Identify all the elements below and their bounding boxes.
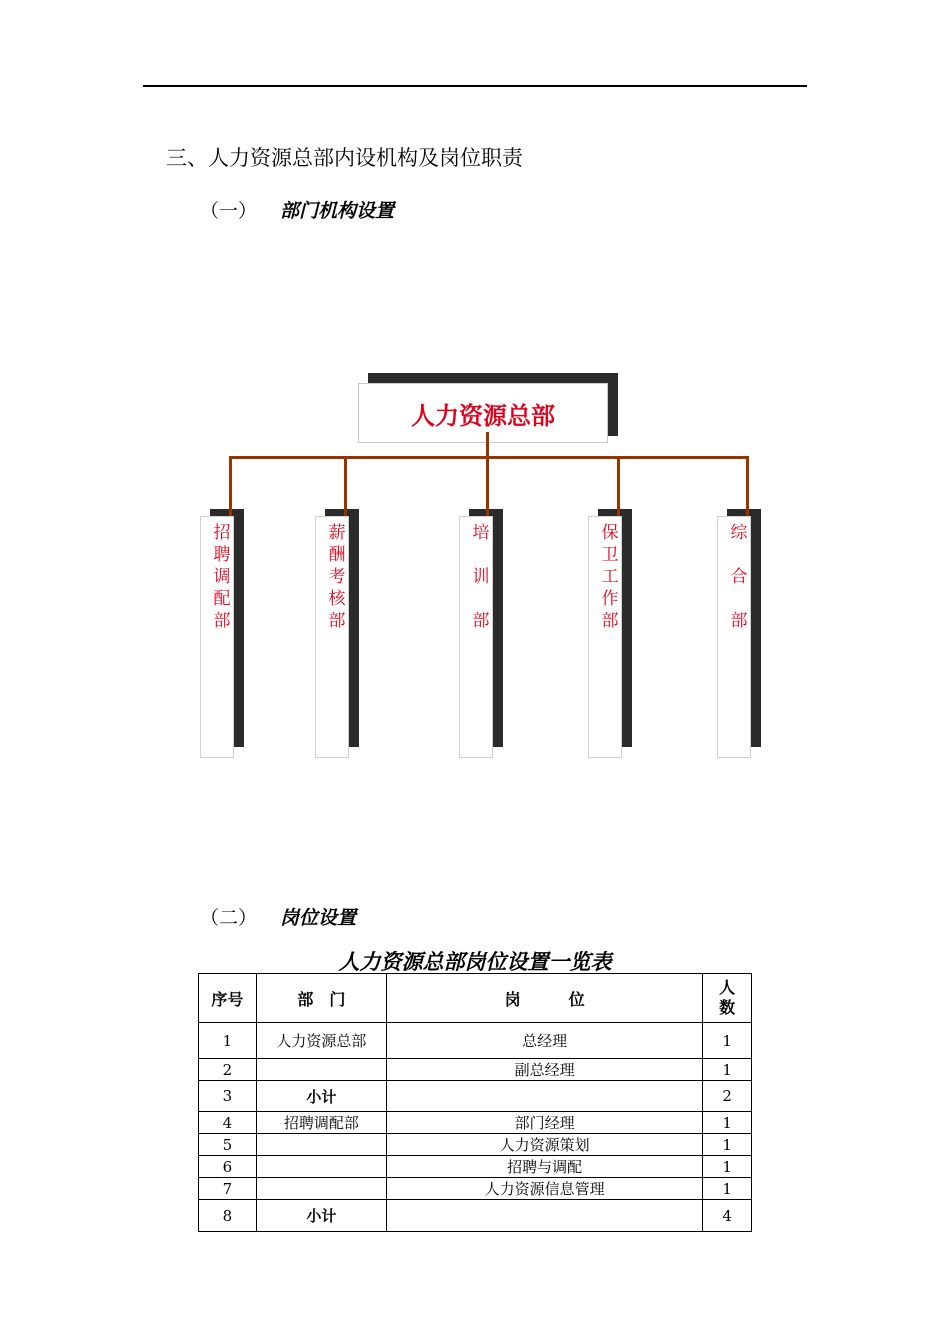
org-dept-char: 核 xyxy=(328,589,346,609)
subsection-number: （一） xyxy=(200,200,258,222)
cell-dept xyxy=(256,1134,386,1156)
org-dept-char: 工 xyxy=(601,567,619,587)
org-dept-char: 调 xyxy=(213,567,231,587)
cell-dept xyxy=(256,1178,386,1200)
connector-drop xyxy=(486,456,489,516)
connector-drop xyxy=(746,456,749,516)
table-row xyxy=(199,1178,752,1200)
header-count xyxy=(703,974,752,1023)
subsection-org xyxy=(200,196,394,223)
cell-no: 3 xyxy=(199,1081,257,1112)
cell-dept xyxy=(256,1059,386,1081)
header-post: 岗 位 xyxy=(387,974,703,1023)
org-top-node: 人力资源总部 xyxy=(358,383,608,443)
org-dept-char: 招 xyxy=(213,523,231,543)
table-row xyxy=(199,1023,752,1059)
connector-drop xyxy=(344,456,347,516)
org-dept-label xyxy=(320,522,354,632)
table-row xyxy=(199,1112,752,1134)
cell-post: 招聘与调配 xyxy=(387,1156,703,1178)
cell-post: 人力资源策划 xyxy=(387,1134,703,1156)
cell-count: 1 xyxy=(703,1059,752,1081)
org-dept-char: 部 xyxy=(472,611,490,631)
cell-no: 7 xyxy=(199,1178,257,1200)
org-dept-char: 考 xyxy=(328,567,346,587)
subsection-posts xyxy=(200,903,356,930)
cell-count: 1 xyxy=(703,1112,752,1134)
cell-no: 2 xyxy=(199,1059,257,1081)
org-dept-char: 薪 xyxy=(328,523,346,543)
header-count-text: 人数 xyxy=(719,978,736,1017)
org-dept-char xyxy=(722,588,756,610)
org-dept-char: 聘 xyxy=(213,545,231,565)
cell-post: 副总经理 xyxy=(387,1059,703,1081)
org-dept-char xyxy=(464,544,498,566)
cell-count: 4 xyxy=(703,1200,752,1232)
positions-table xyxy=(198,973,752,1232)
cell-count: 1 xyxy=(703,1023,752,1059)
table-row xyxy=(199,1081,752,1112)
cell-no: 5 xyxy=(199,1134,257,1156)
subsection-number: （二） xyxy=(200,907,258,929)
org-dept-char xyxy=(464,588,498,610)
org-dept-char: 培 xyxy=(472,523,490,543)
section-title: 三、人力资源总部内设机构及岗位职责 xyxy=(166,146,523,170)
org-dept-char: 部 xyxy=(601,611,619,631)
cell-count: 1 xyxy=(703,1178,752,1200)
connector-trunk xyxy=(486,432,489,458)
org-dept-char: 部 xyxy=(730,611,748,631)
cell-post: 部门经理 xyxy=(387,1112,703,1134)
org-dept-char: 卫 xyxy=(601,545,619,565)
cell-no: 6 xyxy=(199,1156,257,1178)
table-header-row xyxy=(199,974,752,1023)
header-no: 序号 xyxy=(199,974,257,1023)
table-body xyxy=(199,1023,752,1232)
table-row xyxy=(199,1134,752,1156)
cell-no: 8 xyxy=(199,1200,257,1232)
org-dept-char: 部 xyxy=(213,611,231,631)
subsection-title: 部门机构设置 xyxy=(280,200,395,222)
cell-no: 4 xyxy=(199,1112,257,1134)
cell-no: 1 xyxy=(199,1023,257,1059)
connector-drop xyxy=(229,456,232,516)
cell-dept: 小计 xyxy=(256,1200,386,1232)
table-row xyxy=(199,1156,752,1178)
org-dept-char: 部 xyxy=(328,611,346,631)
subsection-title: 岗位设置 xyxy=(280,907,357,929)
cell-post xyxy=(387,1200,703,1232)
cell-post: 总经理 xyxy=(387,1023,703,1059)
table-title: 人力资源总部岗位设置一览表 xyxy=(338,949,612,974)
table-row xyxy=(199,1200,752,1232)
org-dept-char xyxy=(722,544,756,566)
cell-post xyxy=(387,1081,703,1112)
cell-dept: 小计 xyxy=(256,1081,386,1112)
connector-drop xyxy=(617,456,620,516)
org-dept-label xyxy=(722,522,756,632)
org-dept-char: 综 xyxy=(730,523,748,543)
header-rule xyxy=(143,85,807,87)
cell-count: 2 xyxy=(703,1081,752,1112)
org-dept-label xyxy=(593,522,627,632)
table-row xyxy=(199,1059,752,1081)
cell-dept xyxy=(256,1156,386,1178)
org-dept-char: 合 xyxy=(730,567,748,587)
cell-count: 1 xyxy=(703,1156,752,1178)
cell-dept: 人力资源总部 xyxy=(256,1023,386,1059)
org-dept-char: 酬 xyxy=(328,545,346,565)
org-dept-label xyxy=(464,522,498,632)
cell-count: 1 xyxy=(703,1134,752,1156)
org-dept-label xyxy=(205,522,239,632)
org-dept-char: 训 xyxy=(472,567,490,587)
org-dept-char: 保 xyxy=(601,523,619,543)
org-dept-char: 作 xyxy=(601,589,619,609)
org-dept-char: 配 xyxy=(213,589,231,609)
cell-post: 人力资源信息管理 xyxy=(387,1178,703,1200)
header-dept: 部 门 xyxy=(256,974,386,1023)
cell-dept: 招聘调配部 xyxy=(256,1112,386,1134)
